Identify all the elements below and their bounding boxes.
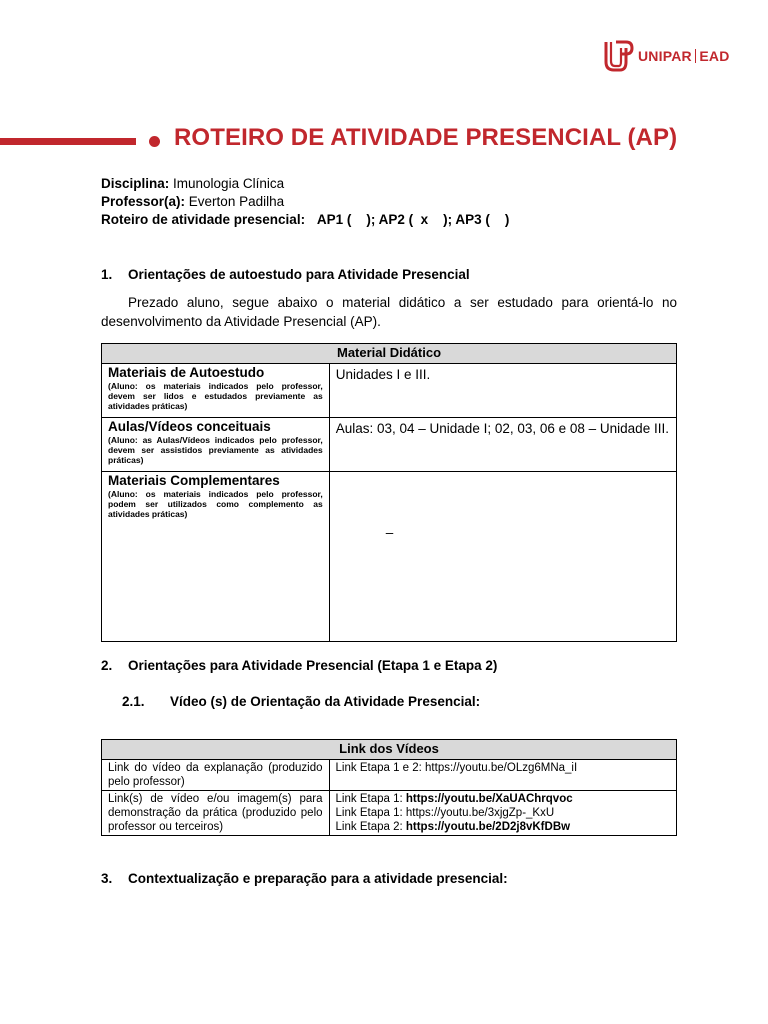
section-3-number: 3. bbox=[101, 871, 113, 886]
title-accent-bar bbox=[0, 138, 136, 145]
video-links-table bbox=[101, 739, 677, 836]
material-row-title: Aulas/Vídeos conceituais bbox=[108, 419, 271, 434]
video-link-label: Link Etapa 1: bbox=[335, 807, 406, 819]
table-row bbox=[102, 472, 677, 642]
material-table-header: Material Didático bbox=[102, 344, 677, 364]
logo-name: UNIPAR bbox=[638, 48, 692, 64]
video-link-url[interactable]: https://youtu.be/3xjgZp-_KxU bbox=[405, 807, 555, 819]
section-1-paragraph: Prezado aluno, segue abaixo o material didático a ser estudado para orientá-lo no desenvolvimento da Atividade Presencial (AP). bbox=[101, 295, 677, 329]
material-row-value-cell bbox=[329, 472, 676, 642]
section-1-heading bbox=[101, 267, 470, 282]
table-row bbox=[102, 791, 677, 836]
material-row-title: Materiais Complementares bbox=[108, 473, 280, 488]
material-table-header-row bbox=[102, 344, 677, 364]
professor-value: Everton Padilha bbox=[188, 194, 285, 209]
section-2-heading bbox=[101, 658, 497, 673]
section-1-title: Orientações de autoestudo para Atividade Presencial bbox=[128, 267, 470, 282]
material-row-label bbox=[102, 364, 330, 418]
page-title: ROTEIRO DE ATIVIDADE PRESENCIAL (AP) bbox=[174, 124, 678, 151]
section-3-title: Contextualização e preparação para a atividade presencial: bbox=[128, 871, 508, 886]
section-2-1-title: Vídeo (s) de Orientação da Atividade Presencial: bbox=[170, 694, 481, 709]
material-row-label bbox=[102, 472, 330, 642]
video-row-label: Link do vídeo da explanação (produzido pelo professor) bbox=[102, 760, 330, 791]
material-row-value: – bbox=[385, 525, 394, 540]
video-link-line[interactable] bbox=[336, 820, 670, 834]
table-row bbox=[102, 760, 677, 791]
unipar-logo-icon bbox=[604, 40, 634, 72]
video-link-url[interactable]: https://youtu.be/XaUAChrqvoc bbox=[405, 793, 573, 805]
material-row-title: Materiais de Autoestudo bbox=[108, 365, 265, 380]
material-row-label bbox=[102, 418, 330, 472]
video-row-label: Link(s) de vídeo e/ou imagem(s) para demonstração da prática (produzido pelo professor ou terceiros) bbox=[102, 791, 330, 836]
material-row-value: Aulas: 03, 04 – Unidade I; 02, 03, 06 e 08 – Unidade III. bbox=[329, 418, 676, 472]
section-2-1-heading bbox=[122, 694, 480, 709]
video-link-line[interactable] bbox=[336, 806, 670, 820]
logo-separator bbox=[695, 49, 697, 63]
material-row-value: Unidades I e III. bbox=[329, 364, 676, 418]
logo-suffix: EAD bbox=[699, 48, 730, 64]
section-3-heading bbox=[101, 871, 508, 886]
disciplina-line bbox=[101, 175, 284, 193]
roteiro-value: AP1 ( ); AP2 ( x ); AP3 ( ) bbox=[316, 212, 510, 227]
section-2-number: 2. bbox=[101, 658, 113, 673]
video-table-header-row bbox=[102, 740, 677, 760]
section-2-title: Orientações para Atividade Presencial (Etapa 1 e Etapa 2) bbox=[128, 658, 498, 673]
video-link-label: Link Etapa 2: bbox=[335, 821, 406, 833]
material-row-subtitle: (Aluno: os materiais indicados pelo professor, podem ser utilizados como complemento as atividades práticas) bbox=[108, 489, 323, 519]
video-link-line[interactable] bbox=[336, 792, 670, 806]
disciplina-value: Imunologia Clínica bbox=[173, 176, 285, 191]
title-bullet-icon bbox=[149, 136, 160, 147]
material-row-subtitle: (Aluno: as Aulas/Vídeos indicados pelo professor, devem ser assistidos previamente as atividades práticas) bbox=[108, 435, 323, 465]
roteiro-line bbox=[101, 211, 509, 229]
section-1-number: 1. bbox=[101, 267, 113, 282]
table-row bbox=[102, 364, 677, 418]
professor-label: Professor(a): bbox=[101, 194, 186, 209]
video-link-label: Link Etapa 1: bbox=[335, 793, 406, 805]
section-2-1-number: 2.1. bbox=[122, 694, 145, 709]
professor-line bbox=[101, 193, 284, 211]
video-links-cell bbox=[329, 791, 676, 836]
material-table bbox=[101, 343, 677, 642]
video-link-explanation[interactable]: Link Etapa 1 e 2: https://youtu.be/OLzg6MNa_iI bbox=[329, 760, 676, 791]
material-row-subtitle: (Aluno: os materiais indicados pelo professor, devem ser lidos e estudados previamente as atividades práticas) bbox=[108, 381, 323, 411]
roteiro-label: Roteiro de atividade presencial: bbox=[101, 212, 306, 227]
table-row bbox=[102, 418, 677, 472]
video-table-header: Link dos Vídeos bbox=[102, 740, 677, 760]
unipar-ead-logo bbox=[604, 40, 730, 72]
video-link-url[interactable]: https://youtu.be/2D2j8vKfDBw bbox=[405, 821, 571, 833]
disciplina-label: Disciplina: bbox=[101, 176, 170, 191]
